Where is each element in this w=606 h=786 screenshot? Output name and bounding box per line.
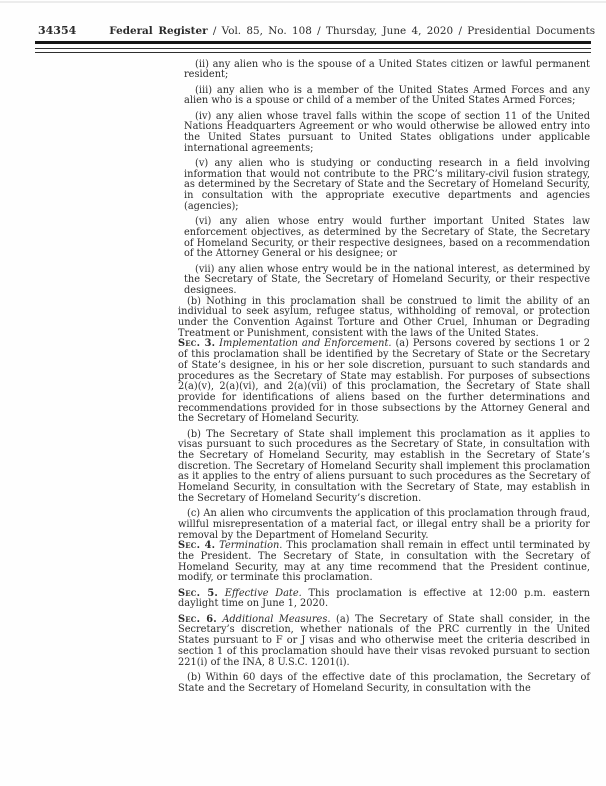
section-label: Sec. 6. xyxy=(178,613,217,625)
paragraph-subsection: (b) The Secretary of State shall implement this proclamation as it applies to visas pursuant to such procedures as the Secretary of State, in consultation with the Secretary of Homeland Security, may establish in the Secretary of State’s discretion. The Secretary of Homeland Security shall implement this proclamation as it applies to the entry of aliens pursuant to such procedures as the Secretary of Homeland Security, in consultation with the Secretary of State, may establish in the Secretary of Homeland Security’s discretion. xyxy=(178,428,590,504)
paragraph-romanette: (vii) any alien whose entry would be in the national interest, as determined by the Secretary of State, the Secretary of Homeland Security, or their respective designees. xyxy=(184,263,590,296)
page-header xyxy=(35,0,596,53)
paragraph-romanette: (iv) any alien whose travel falls within the scope of section 11 of the United Nations Headquarters Agreement or who would otherwise be allowed entry into the United States pursuant to United States obligations under applicable international agreements; xyxy=(184,110,590,154)
paragraph-section: Sec. 4. Termination. This proclamation shall remain in effect until terminated by the President. The Secretary of State, in consultation with the Secretary of Homeland Security, may at any time recommend that the President continue, modify, or terminate this proclamation. xyxy=(178,540,590,584)
paragraph-subsection: (b) Within 60 days of the effective date of this proclamation, the Secretary of State and the Secretary of Homeland Security, in consultation with the xyxy=(178,671,590,694)
publication-title: Federal Register xyxy=(109,25,208,37)
section-label: Sec. 3. xyxy=(178,338,216,350)
paragraph-section: Sec. 5. Effective Date. This proclamation is effective at 12:00 p.m. eastern daylight time on June 1, 2020. xyxy=(178,587,590,610)
section-title: Implementation and Enforcement. xyxy=(215,338,392,350)
section-title: Additional Measures. xyxy=(216,613,331,625)
page-number: 34354 xyxy=(38,24,77,37)
header-thick-rule xyxy=(35,41,591,44)
section-label: Sec. 4. xyxy=(178,540,216,552)
header-double-rule xyxy=(35,48,591,53)
section-title: Effective Date. xyxy=(218,587,302,599)
paragraph-section: Sec. 6. Additional Measures. (a) The Secretary of State shall consider, in the Secretary’s discretion, whether nationals of the PRC currently in the United States pursuant to F or J visas and who otherwise meet the criteria described in section 1 of this proclamation should have their visas revoked pursuant to section 221(i) of the INA, 8 U.S.C. 1201(i). xyxy=(178,613,590,668)
paragraph-romanette: (iii) any alien who is a member of the United States Armed Forces and any alien who is a spouse or child of a member of the United States Armed Forces; xyxy=(184,84,590,107)
paragraph-subsection: (c) An alien who circumvents the application of this proclamation through fraud, willful misrepresentation of a material fact, or illegal entry shall be a priority for removal by the Department of Homeland Security. xyxy=(178,508,590,541)
section-label: Sec. 5. xyxy=(178,587,219,599)
paragraph-subsection: (b) Nothing in this proclamation shall be construed to limit the ability of an individual to seek asylum, refugee status, withholding of removal, or protection under the Convention Against Torture and Other Cruel, Inhuman or Degrading Treatment or Punishment, consistent with the laws of the United States. xyxy=(178,295,590,339)
running-head xyxy=(109,25,595,38)
running-head-details: / Vol. 85, No. 108 / Thursday, June 4, 2020 / Presidential Documents xyxy=(207,25,596,37)
paragraph-romanette: (v) any alien who is studying or conducting research in a field involving information that would not contribute to the PRC’s military-civil fusion strategy, as determined by the Secretary of State and the Secretary of Homeland Security, in consultation with the appropriate executive departments and agencies (agencies); xyxy=(184,158,590,212)
document-body xyxy=(178,55,590,694)
paragraph-section: Sec. 3. Implementation and Enforcement. (a) Persons covered by sections 1 or 2 of this proclamation shall be identified by the Secretary of State or the Secretary of State’s designee, in his or her sole discretion, pursuant to such standards and procedures as the Secretary of State may establish. For purposes of subsections 2(a)(v), 2(a)(vi), and 2(a)(vii) of this proclamation, the Secretary of State shall provide for identifications of aliens based on the further determinations and recommendations provided for in those subsections by the Attorney General and the Secretary of Homeland Security. xyxy=(178,338,591,425)
paragraph-romanette: (vi) any alien whose entry would further important United States law enforcement objectives, as determined by the Secretary of State, the Secretary of Homeland Security, or their respective designees, based on a recommendation of the Attorney General or his designee; or xyxy=(184,216,590,260)
section-title: Termination. xyxy=(215,540,283,552)
running-head-row xyxy=(35,0,596,38)
paragraph-romanette: (ii) any alien who is the spouse of a United States citizen or lawful permanent resident; xyxy=(184,58,590,81)
